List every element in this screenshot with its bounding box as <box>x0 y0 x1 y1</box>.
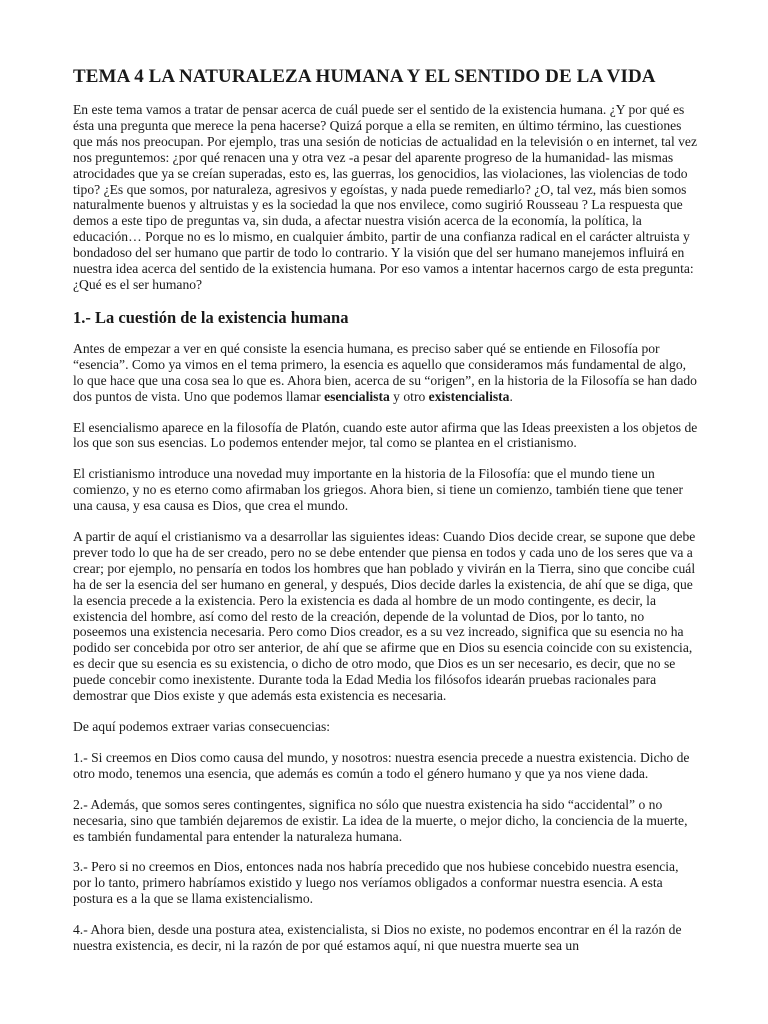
list-item-3: 3.- Pero si no creemos en Dios, entonces nada nos habría precedido que nos hubiese concebido nuestra esencia, por lo tanto, primero habríamos existido y luego nos veríamos obligados a conformar nuestra esencia. A esta postura es a la que se llama existencialismo. <box>73 859 679 907</box>
term-existencialista: existencialista <box>428 388 510 404</box>
section-heading: 1.- La cuestión de la existencia humana <box>73 307 349 327</box>
paragraph-essence <box>73 341 698 405</box>
list-item-1: 1.- Si creemos en Dios como causa del mundo, y nosotros: nuestra esencia precede a nuestra existencia. Dicho de otro modo, tenemos una esencia, que además es común a todo el género humano y que ya nos viene dada. <box>73 749 690 781</box>
paragraph-ideas: A partir de aquí el cristianismo va a desarrollar las siguientes ideas: Cuando Dios decide crear, se supone que debe prever todo lo que ha de ser creado, pero no se debe entender que piensa en todos y cada uno de los seres que va a crear; por ejemplo, no pensaría en todos los hombres que han poblado y vivirán en la Tierra, sino que concibe cuál ha de ser la esencia del ser humano en general, y después, Dios decide darles la existencia, de ahí que se diga, que la esencia precede a la existencia. Pero la existencia es dada al hombre de un modo contingente, es decir, la existencia del hombre, así como del resto de la creación, depende de la voluntad de Dios, por lo tanto, no poseemos una existencia necesaria. Pero como Dios creador, es a su vez increado, significa que su esencia no ha podido ser concebida por otro ser anterior, de ahí que se afirme que en Dios su esencia coincide con su existencia, es decir que su esencia es su existencia, o dicho de otro modo, que Dios es un ser necesario, es decir, que no se puede concebir como inexistente. Durante toda la Edad Media los filósofos idearán pruebas racionales para demostrar que Dios existe y que además esta existencia es necesaria. <box>73 529 696 704</box>
paragraph-consecuencias: De aquí podemos extraer varias consecuencias: <box>73 719 331 734</box>
term-esencialista: esencialista <box>324 388 390 404</box>
document-body <box>73 66 698 969</box>
paragraph-text: y otro <box>389 388 429 404</box>
paragraph-text: . <box>509 388 513 404</box>
document-title: TEMA 4 LA NATURALEZA HUMANA Y EL SENTIDO DE LA VIDA <box>73 66 656 87</box>
paragraph-cristianismo: El cristianismo introduce una novedad muy importante en la historia de la Filosofía: que el mundo tiene un comienzo, y no es eterno como afirmaban los griegos. Ahora bien, si tiene un comienzo, también tiene que tener una causa, y esa causa es Dios, que crea el mundo. <box>73 466 684 514</box>
list-item-2: 2.- Además, que somos seres contingentes, significa no sólo que nuestra existencia ha sido “accidental” o no necesaria, sino que también dejaremos de existir. La idea de la muerte, o mejor dicho, la conciencia de la muerte, es también fundamental para entender la naturaleza humana. <box>73 796 688 844</box>
list-item-4: 4.- Ahora bien, desde una postura atea, existencialista, si Dios no existe, no podemos encontrar en él la razón de nuestra existencia, es decir, ni la razón de por qué estamos aquí, ni que nuestra muerte sea un <box>73 922 682 954</box>
intro-paragraph: En este tema vamos a tratar de pensar acerca de cuál puede ser el sentido de la existencia humana. ¿Y por qué es ésta una pregunta que merece la pena hacerse? Quizá porque a ella se remiten, en último término, las cuestiones que más nos preocupan. Por ejemplo, tras una sesión de noticias de actualidad en la televisión o en internet, tal vez nos preguntemos: ¿por qué renacen una y otra vez -a pesar del aparente progreso de la humanidad- las mismas atrocidades que ya se creían superadas, esto es, las guerras, los genocidios, las violaciones, las violencias de todo tipo? ¿Es que somos, por naturaleza, agresivos y egoístas, y nada puede remediarlo? ¿O, tal vez, más bien somos naturalmente buenos y altruistas y es la sociedad la que nos envilece, como sugirió Rousseau ? La respuesta que demos a este tipo de preguntas va, sin duda, a afectar nuestra visión acerca de la economía, la política, la educación… Porque no es lo mismo, en cualquier ámbito, partir de una confianza radical en el carácter altruista y bondadoso del ser humano que partir de todo lo contrario. Y la visión que del ser humano manejemos influirá en nuestra idea acerca del sentido de la existencia humana. Por eso vamos a intentar hacernos cargo de esta pregunta: ¿Qué es el ser humano? <box>73 102 697 292</box>
paragraph-platon: El esencialismo aparece en la filosofía de Platón, cuando este autor afirma que las Ideas preexisten a los objetos de los que son sus esencias. Lo podemos entender mejor, tal como se plantea en el cristianismo. <box>73 419 698 451</box>
paragraph-text: Antes de empezar a ver en qué consiste la esencia humana, es preciso saber qué se entiende en Filosofía por “esencia”. Como ya vimos en el tema primero, la esencia es aquello que consideramos más fundamental de algo, lo que hace que una cosa sea lo que es. Ahora bien, acerca de su “origen”, en la historia de la Filosofía se han dado dos puntos de vista. Uno que podemos llamar <box>73 340 697 404</box>
